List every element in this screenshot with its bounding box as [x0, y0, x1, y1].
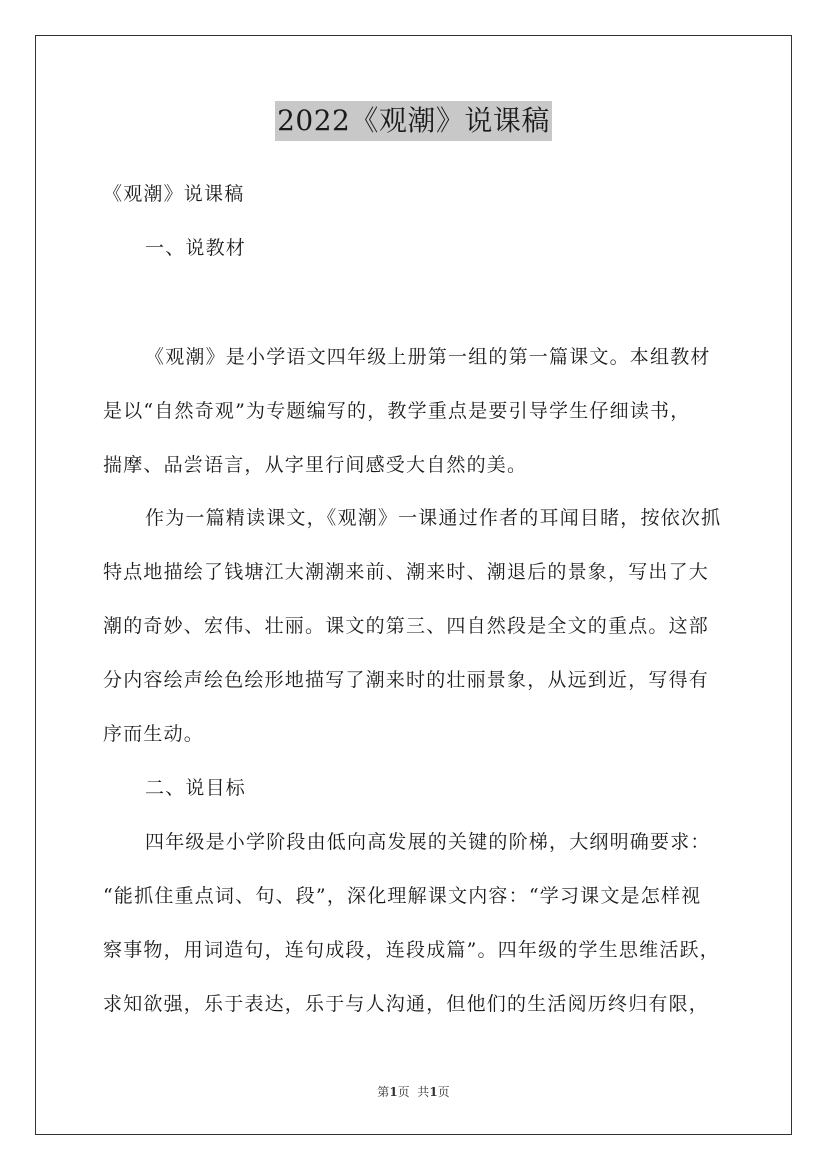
document-title: 2022《观潮》说课稿 — [275, 101, 552, 141]
paragraph-1-line-2: 是以“自然奇观”为专题编写的，教学重点是要引导学生仔细读书， — [103, 400, 691, 422]
paragraph-3-line-3: 察事物，用词造句，连句成段，连段成篇”。四年级的学生思维活跃， — [103, 939, 720, 961]
paragraph-2-line-5: 序而生动。 — [103, 723, 205, 745]
paragraph-3-line-1: 四年级是小学阶段由低向高发展的关键的阶梯，大纲明确要求： — [145, 831, 711, 853]
footer-total-pages: 1 — [429, 1085, 438, 1099]
paragraph-1-line-3: 揣摩、品尝语言，从字里行间感受大自然的美。 — [103, 454, 528, 476]
paragraph-2-line-1: 作为一篇精读课文，《观潮》一课通过作者的耳闻目睹，按依次抓 — [145, 507, 722, 529]
paragraph-3-line-4: 求知欲强，乐于表达，乐于与人沟通，但他们的生活阅历终归有限， — [103, 993, 710, 1015]
paragraph-1-line-1: 《观潮》是小学语文四年级上册第一组的第一篇课文。本组教材 — [145, 346, 711, 368]
paragraph-3-line-2: “能抓住重点词、句、段”，深化理解课文内容：“学习课文是怎样视 — [103, 885, 702, 907]
section-heading-objectives: 二、说目标 — [145, 777, 247, 799]
document-subtitle: 《观潮》说课稿 — [103, 183, 245, 205]
paragraph-2-line-2: 特点地描绘了钱塘江大潮潮来前、潮来时、潮退后的景象，写出了大 — [103, 561, 710, 583]
footer-page-mid: 页 共 — [397, 1085, 430, 1099]
paragraph-2-line-4: 分内容绘声绘色绘形地描写了潮来时的壮丽景象，从远到近，写得有 — [103, 669, 710, 691]
page-footer — [0, 1084, 827, 1100]
title-container — [0, 101, 827, 141]
paragraph-2-line-3: 潮的奇妙、宏伟、壮丽。课文的第三、四自然段是全文的重点。这部 — [103, 615, 710, 637]
footer-page-prefix: 第 — [377, 1085, 390, 1099]
section-heading-textbook: 一、说教材 — [145, 237, 247, 259]
footer-page-number: 1 — [389, 1085, 398, 1099]
footer-page-suffix: 页 — [437, 1085, 450, 1099]
